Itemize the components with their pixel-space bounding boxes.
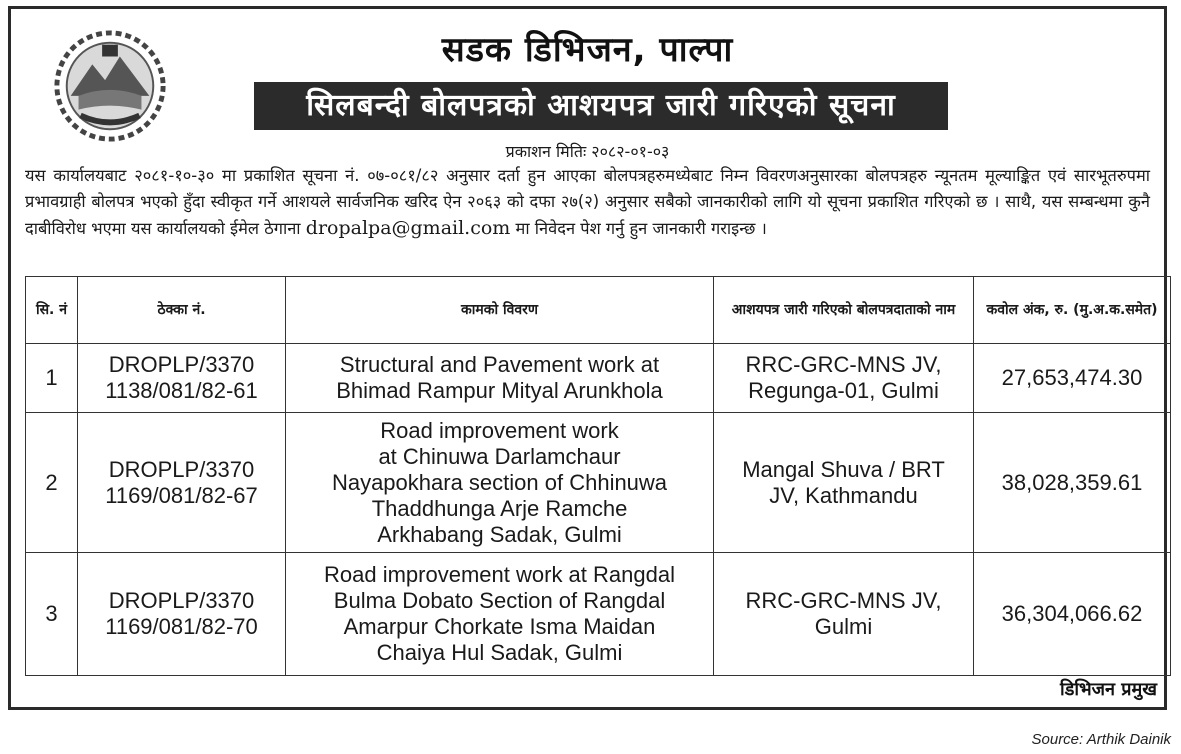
cell-bidder — [714, 344, 974, 413]
cell-sn: 3 — [26, 553, 78, 676]
header-sn: सि. नं — [26, 277, 78, 344]
description-line: Road improvement work at Rangdal — [324, 562, 675, 587]
table-header-row — [26, 277, 1171, 344]
cell-amount: 27,653,474.30 — [974, 344, 1171, 413]
cell-bidder — [714, 553, 974, 676]
bidder-line: Regunga-01, Gulmi — [748, 378, 939, 403]
description-line: Bulma Dobato Section of Rangdal — [333, 588, 666, 613]
tender-table — [25, 276, 1171, 676]
cell-description — [286, 344, 714, 413]
contract-line: DROPLP/3370 — [108, 352, 255, 377]
table-row — [26, 344, 1171, 413]
notice-title-banner: सिलबन्दी बोलपत्रको आशयपत्र जारी गरिएको सूचना — [254, 82, 948, 130]
cell-contract-no — [78, 553, 286, 676]
cell-sn: 2 — [26, 413, 78, 553]
bidder-line: Gulmi — [814, 614, 873, 639]
description-line: Structural and Pavement work at — [339, 352, 660, 377]
description-line: Thaddhunga Arje Ramche — [371, 495, 628, 521]
description-line: Arkhabang Sadak, Gulmi — [377, 521, 622, 547]
contract-line: 1169/081/82-67 — [105, 482, 258, 508]
cell-amount: 36,304,066.62 — [974, 553, 1171, 676]
header-amount: कवोल अंक, रु. (मु.अ.क.समेत) — [974, 277, 1171, 344]
bidder-line: RRC-GRC-MNS JV, — [745, 588, 942, 613]
cell-sn: 1 — [26, 344, 78, 413]
description-line: at Chinuwa Darlamchaur — [378, 443, 621, 469]
description-line: Bhimad Rampur Mityal Arunkhola — [336, 378, 663, 403]
contract-line: 1138/081/82-61 — [105, 378, 258, 403]
cell-bidder — [714, 413, 974, 553]
cell-description — [286, 413, 714, 553]
cell-contract-no — [78, 344, 286, 413]
notice-paragraph — [25, 163, 1150, 242]
notice-frame — [8, 6, 1167, 710]
description-line: Nayapokhara section of Chhinuwa — [331, 469, 668, 495]
header-bidder: आशयपत्र जारी गरिएको बोलपत्रदाताको नाम — [714, 277, 974, 344]
table-row — [26, 553, 1171, 676]
description-line: Chaiya Hul Sadak, Gulmi — [376, 640, 623, 665]
header-contract-no: ठेक्का नं. — [78, 277, 286, 344]
bidder-line: Mangal Shuva / BRT — [742, 456, 945, 482]
cell-description — [286, 553, 714, 676]
office-title: सडक डिभिजन, पाल्पा — [441, 30, 734, 70]
description-line: Amarpur Chorkate Isma Maidan — [343, 614, 656, 639]
bidder-line: RRC-GRC-MNS JV, — [745, 352, 942, 377]
source-credit: Source: Arthik Dainik — [1031, 731, 1171, 748]
contract-line: DROPLP/3370 — [108, 456, 255, 482]
bidder-line: JV, Kathmandu — [769, 482, 918, 508]
table-row — [26, 413, 1171, 553]
signature-label: डिभिजन प्रमुख — [1060, 679, 1157, 700]
cell-amount: 38,028,359.61 — [974, 413, 1171, 553]
header-description: कामको विवरण — [286, 277, 714, 344]
publication-date: प्रकाशन मितिः २०८२-०१-०३ — [505, 142, 670, 161]
paragraph-text-start: यस कार्यालयबाट २०८१-१०-३० मा प्रकाशित सूचना नं. ०७-०८१/८२ अनुसार दर्ता हुन आएका बोलपत्रहरुमध्येबाट निम्न विवरणअनुसारका बोलपत्रहरु न्यूनतम मूल्याङ्कित एवं सारभूतरुपमा प्रभावग्राही बोलपत्र भएको हुँदा स्वीकृत गर्ने आशयले सार्वजनिक खरिद ऐन २०६३ को दफा २७(२) अनुसार सबैको जानकारीको लागि यो सूचना प्रकाशित गरिएको छ । साथै, यस सम्बन्धमा कुनै दाबीविरोध भएमा यस कार्यालयको ईमेल ठेगाना — [25, 166, 1150, 238]
description-line: Road improvement work — [380, 417, 619, 443]
cell-contract-no — [78, 413, 286, 553]
contact-email: dropalpa@gmail.com — [305, 217, 511, 239]
contract-line: DROPLP/3370 — [108, 588, 255, 613]
paragraph-text-end: मा निवेदन पेश गर्नु हुन जानकारी गराइन्छ । — [515, 219, 767, 238]
contract-line: 1169/081/82-70 — [105, 614, 258, 639]
